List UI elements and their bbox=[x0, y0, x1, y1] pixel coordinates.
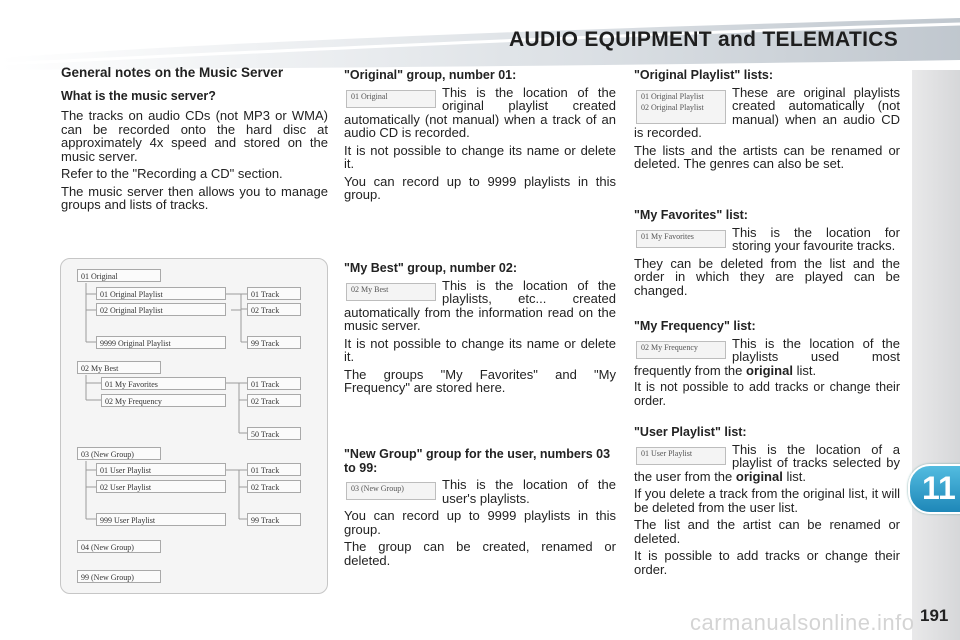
section-heading: "My Favorites" list: bbox=[634, 208, 748, 222]
screen-thumbnail: 02 My Best bbox=[346, 283, 436, 301]
paragraph: They can be deleted from the list and the order in which they are played can be changed. bbox=[634, 255, 900, 298]
section-heading: "User Playlist" list: bbox=[634, 425, 747, 439]
tree-track: 02 Track bbox=[247, 303, 301, 316]
tree-group: 02 My Best bbox=[77, 361, 161, 374]
paragraph: The groups "My Favorites" and "My Frequency" are stored here. bbox=[344, 366, 616, 395]
paragraph: This is the location of the user's playlists. bbox=[442, 477, 616, 506]
page-title: AUDIO EQUIPMENT and TELEMATICS bbox=[509, 28, 898, 51]
tree-playlist: 999 User Playlist bbox=[96, 513, 226, 526]
music-server-intro bbox=[61, 66, 328, 216]
tree-playlist: 02 User Playlist bbox=[96, 480, 226, 493]
paragraph: It is not possible to change its name or delete it. bbox=[344, 142, 616, 171]
paragraph: If you delete a track from the original list, it will be deleted from the user list. bbox=[634, 486, 900, 515]
tree-playlist: 01 My Favorites bbox=[101, 377, 226, 390]
paragraph: This is the location of the original playlist created automatically (not manual) when a track of an audio CD is recorded. bbox=[344, 84, 616, 140]
tree-track: 99 Track bbox=[247, 513, 301, 526]
paragraph: This is the location of a playlist of tracks selected by the user from the original list. bbox=[634, 441, 900, 484]
chapter-tab[interactable]: 11 bbox=[908, 464, 960, 514]
paragraph: The music server then allows you to manage groups and lists of tracks. bbox=[61, 183, 328, 212]
watermark: carmanualsonline.info bbox=[690, 610, 915, 635]
tree-track: 50 Track bbox=[247, 427, 301, 440]
tree-track: 02 Track bbox=[247, 480, 301, 493]
paragraph: It is not possible to add tracks or change their order. bbox=[634, 380, 900, 408]
paragraph: It is possible to add tracks or change their order. bbox=[634, 548, 900, 577]
section-heading: "My Frequency" list: bbox=[634, 319, 756, 333]
section-heading: "My Best" group, number 02: bbox=[344, 261, 517, 275]
tree-track: 99 Track bbox=[247, 336, 301, 349]
paragraph: This is the location for storing your favourite tracks. bbox=[732, 224, 900, 253]
page-number: 191 bbox=[920, 606, 949, 625]
new-group-section bbox=[344, 448, 616, 571]
tree-track: 01 Track bbox=[247, 287, 301, 300]
original-group-section bbox=[344, 69, 616, 206]
my-frequency-section bbox=[634, 320, 900, 412]
paragraph: You can record up to 9999 playlists in this group. bbox=[344, 508, 616, 537]
paragraph: You can record up to 9999 playlists in this group. bbox=[344, 173, 616, 202]
paragraph: It is not possible to change its name or delete it. bbox=[344, 335, 616, 364]
screen-thumbnail: 01 Original Playlist 02 Original Playlist bbox=[636, 90, 726, 124]
tree-group: 04 (New Group) bbox=[77, 540, 161, 553]
screen-thumbnail: 02 My Frequency bbox=[636, 341, 726, 359]
tree-playlist: 9999 Original Playlist bbox=[96, 336, 226, 349]
screen-thumbnail: 01 My Favorites bbox=[636, 230, 726, 248]
paragraph: This is the location of the playlists, etc... created automatically from the information read on the music server. bbox=[344, 277, 616, 333]
section-subtitle: What is the music server? bbox=[61, 88, 216, 103]
paragraph: The group can be created, renamed or deleted. bbox=[344, 539, 616, 568]
my-best-group-section bbox=[344, 262, 616, 399]
original-playlist-section bbox=[634, 69, 900, 175]
paragraph: The lists and the artists can be renamed or deleted. The genres can also be set. bbox=[634, 142, 900, 171]
tree-group: 99 (New Group) bbox=[77, 570, 161, 583]
paragraph: This is the location of the playlists used most frequently from the original list. bbox=[634, 335, 900, 378]
tree-playlist: 02 My Frequency bbox=[101, 394, 226, 407]
screen-thumbnail: 01 Original bbox=[346, 90, 436, 108]
paragraph: The list and the artist can be renamed or deleted. bbox=[634, 517, 900, 546]
paragraph: These are original playlists created automatically (not manual) when an audio CD is recorded. bbox=[634, 84, 900, 140]
tree-track: 01 Track bbox=[247, 463, 301, 476]
tree-playlist: 02 Original Playlist bbox=[96, 303, 226, 316]
user-playlist-section bbox=[634, 426, 900, 580]
section-heading: "New Group" group for the user, numbers 03 to 99: bbox=[344, 447, 611, 475]
tree-group: 01 Original bbox=[77, 269, 161, 282]
tree-playlist: 01 User Playlist bbox=[96, 463, 226, 476]
section-heading: "Original Playlist" lists: bbox=[634, 68, 773, 82]
paragraph: The tracks on audio CDs (not MP3 or WMA) can be recorded onto the hard disc at approximately 4x speed and stored on the music server. bbox=[61, 108, 328, 164]
music-server-tree-diagram bbox=[60, 258, 328, 594]
screen-thumbnail: 01 User Playlist bbox=[636, 447, 726, 465]
side-strip bbox=[912, 70, 960, 640]
tree-group: 03 (New Group) bbox=[77, 447, 161, 460]
tree-track: 02 Track bbox=[247, 394, 301, 407]
screen-thumbnail: 03 (New Group) bbox=[346, 482, 436, 500]
tree-track: 01 Track bbox=[247, 377, 301, 390]
section-heading: "Original" group, number 01: bbox=[344, 68, 517, 82]
paragraph: Refer to the "Recording a CD" section. bbox=[61, 166, 283, 181]
tree-playlist: 01 Original Playlist bbox=[96, 287, 226, 300]
section-title: General notes on the Music Server bbox=[61, 65, 284, 80]
my-favorites-section bbox=[634, 209, 900, 301]
